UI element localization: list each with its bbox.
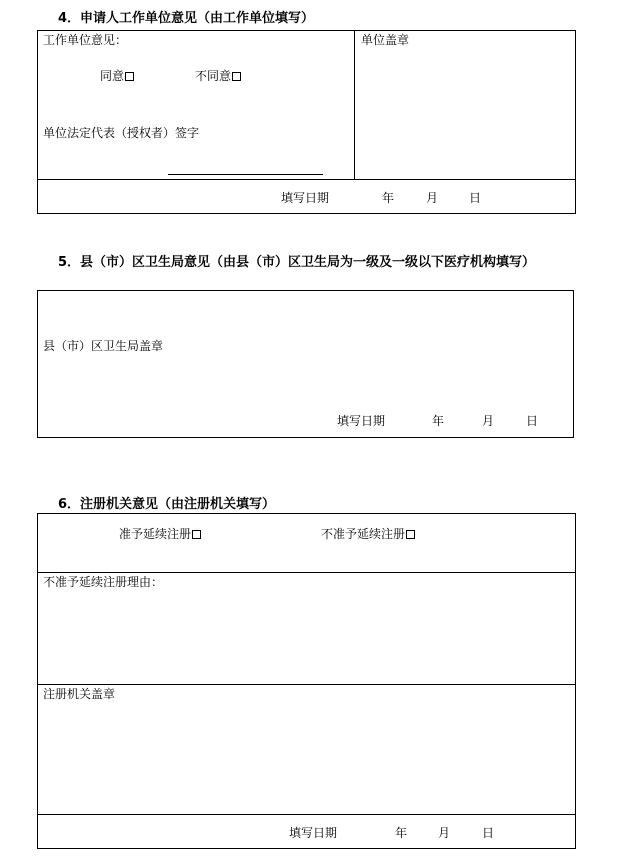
section5-date-label: 填写日期 — [337, 414, 386, 428]
agree-option[interactable] — [100, 69, 134, 83]
registration-authority-seal-label: 注册机关盖章 — [43, 687, 116, 701]
section4-date-label: 填写日期 — [281, 191, 330, 205]
agree-label: 同意 — [100, 69, 125, 83]
unit-seal-label: 单位盖章 — [361, 33, 410, 47]
work-unit-opinion-label: 工作单位意见： — [43, 33, 128, 47]
health-bureau-seal-label: 县（市）区卫生局盖章 — [43, 339, 164, 353]
section5-month-label: 月 — [482, 414, 495, 428]
section4-day-label: 日 — [469, 191, 482, 205]
section6-month-label: 月 — [438, 826, 451, 840]
disagree-label: 不同意 — [195, 69, 232, 83]
section6-day-label: 日 — [482, 826, 495, 840]
disagree-checkbox[interactable] — [232, 72, 241, 81]
reject-renewal-label: 不准予延续注册 — [321, 527, 406, 541]
section4-form-box — [37, 30, 576, 214]
section6-form-box — [37, 513, 576, 849]
section4-month-label: 月 — [426, 191, 439, 205]
section5-year-label: 年 — [432, 414, 445, 428]
legal-representative-signature-label: 单位法定代表（授权者）签字 — [43, 126, 200, 140]
section5-day-label: 日 — [526, 414, 539, 428]
section4-divider-horizontal — [37, 179, 576, 180]
reject-renewal-checkbox[interactable] — [406, 530, 415, 539]
reject-renewal-option[interactable] — [321, 527, 415, 541]
section6-date-label: 填写日期 — [289, 826, 338, 840]
approve-renewal-label: 准予延续注册 — [119, 527, 192, 541]
agree-checkbox[interactable] — [125, 72, 134, 81]
section4-heading: 4．申请人工作单位意见（由工作单位填写） — [58, 11, 315, 26]
section6-divider-2 — [37, 684, 576, 685]
section6-year-label: 年 — [395, 826, 408, 840]
approve-renewal-checkbox[interactable] — [192, 530, 201, 539]
disagree-option[interactable] — [195, 69, 241, 83]
section6-divider-3 — [37, 814, 576, 815]
section6-heading: 6．注册机关意见（由注册机关填写） — [58, 497, 276, 512]
section6-divider-1 — [37, 572, 576, 573]
approve-renewal-option[interactable] — [119, 527, 201, 541]
section5-heading: 5．县（市）区卫生局意见（由县（市）区卫生局为一级及一级以下医疗机构填写） — [58, 255, 536, 270]
reject-reason-label: 不准予延续注册理由： — [43, 575, 164, 589]
section4-year-label: 年 — [382, 191, 395, 205]
signature-line[interactable] — [168, 174, 323, 175]
section4-divider-vertical — [354, 30, 355, 180]
